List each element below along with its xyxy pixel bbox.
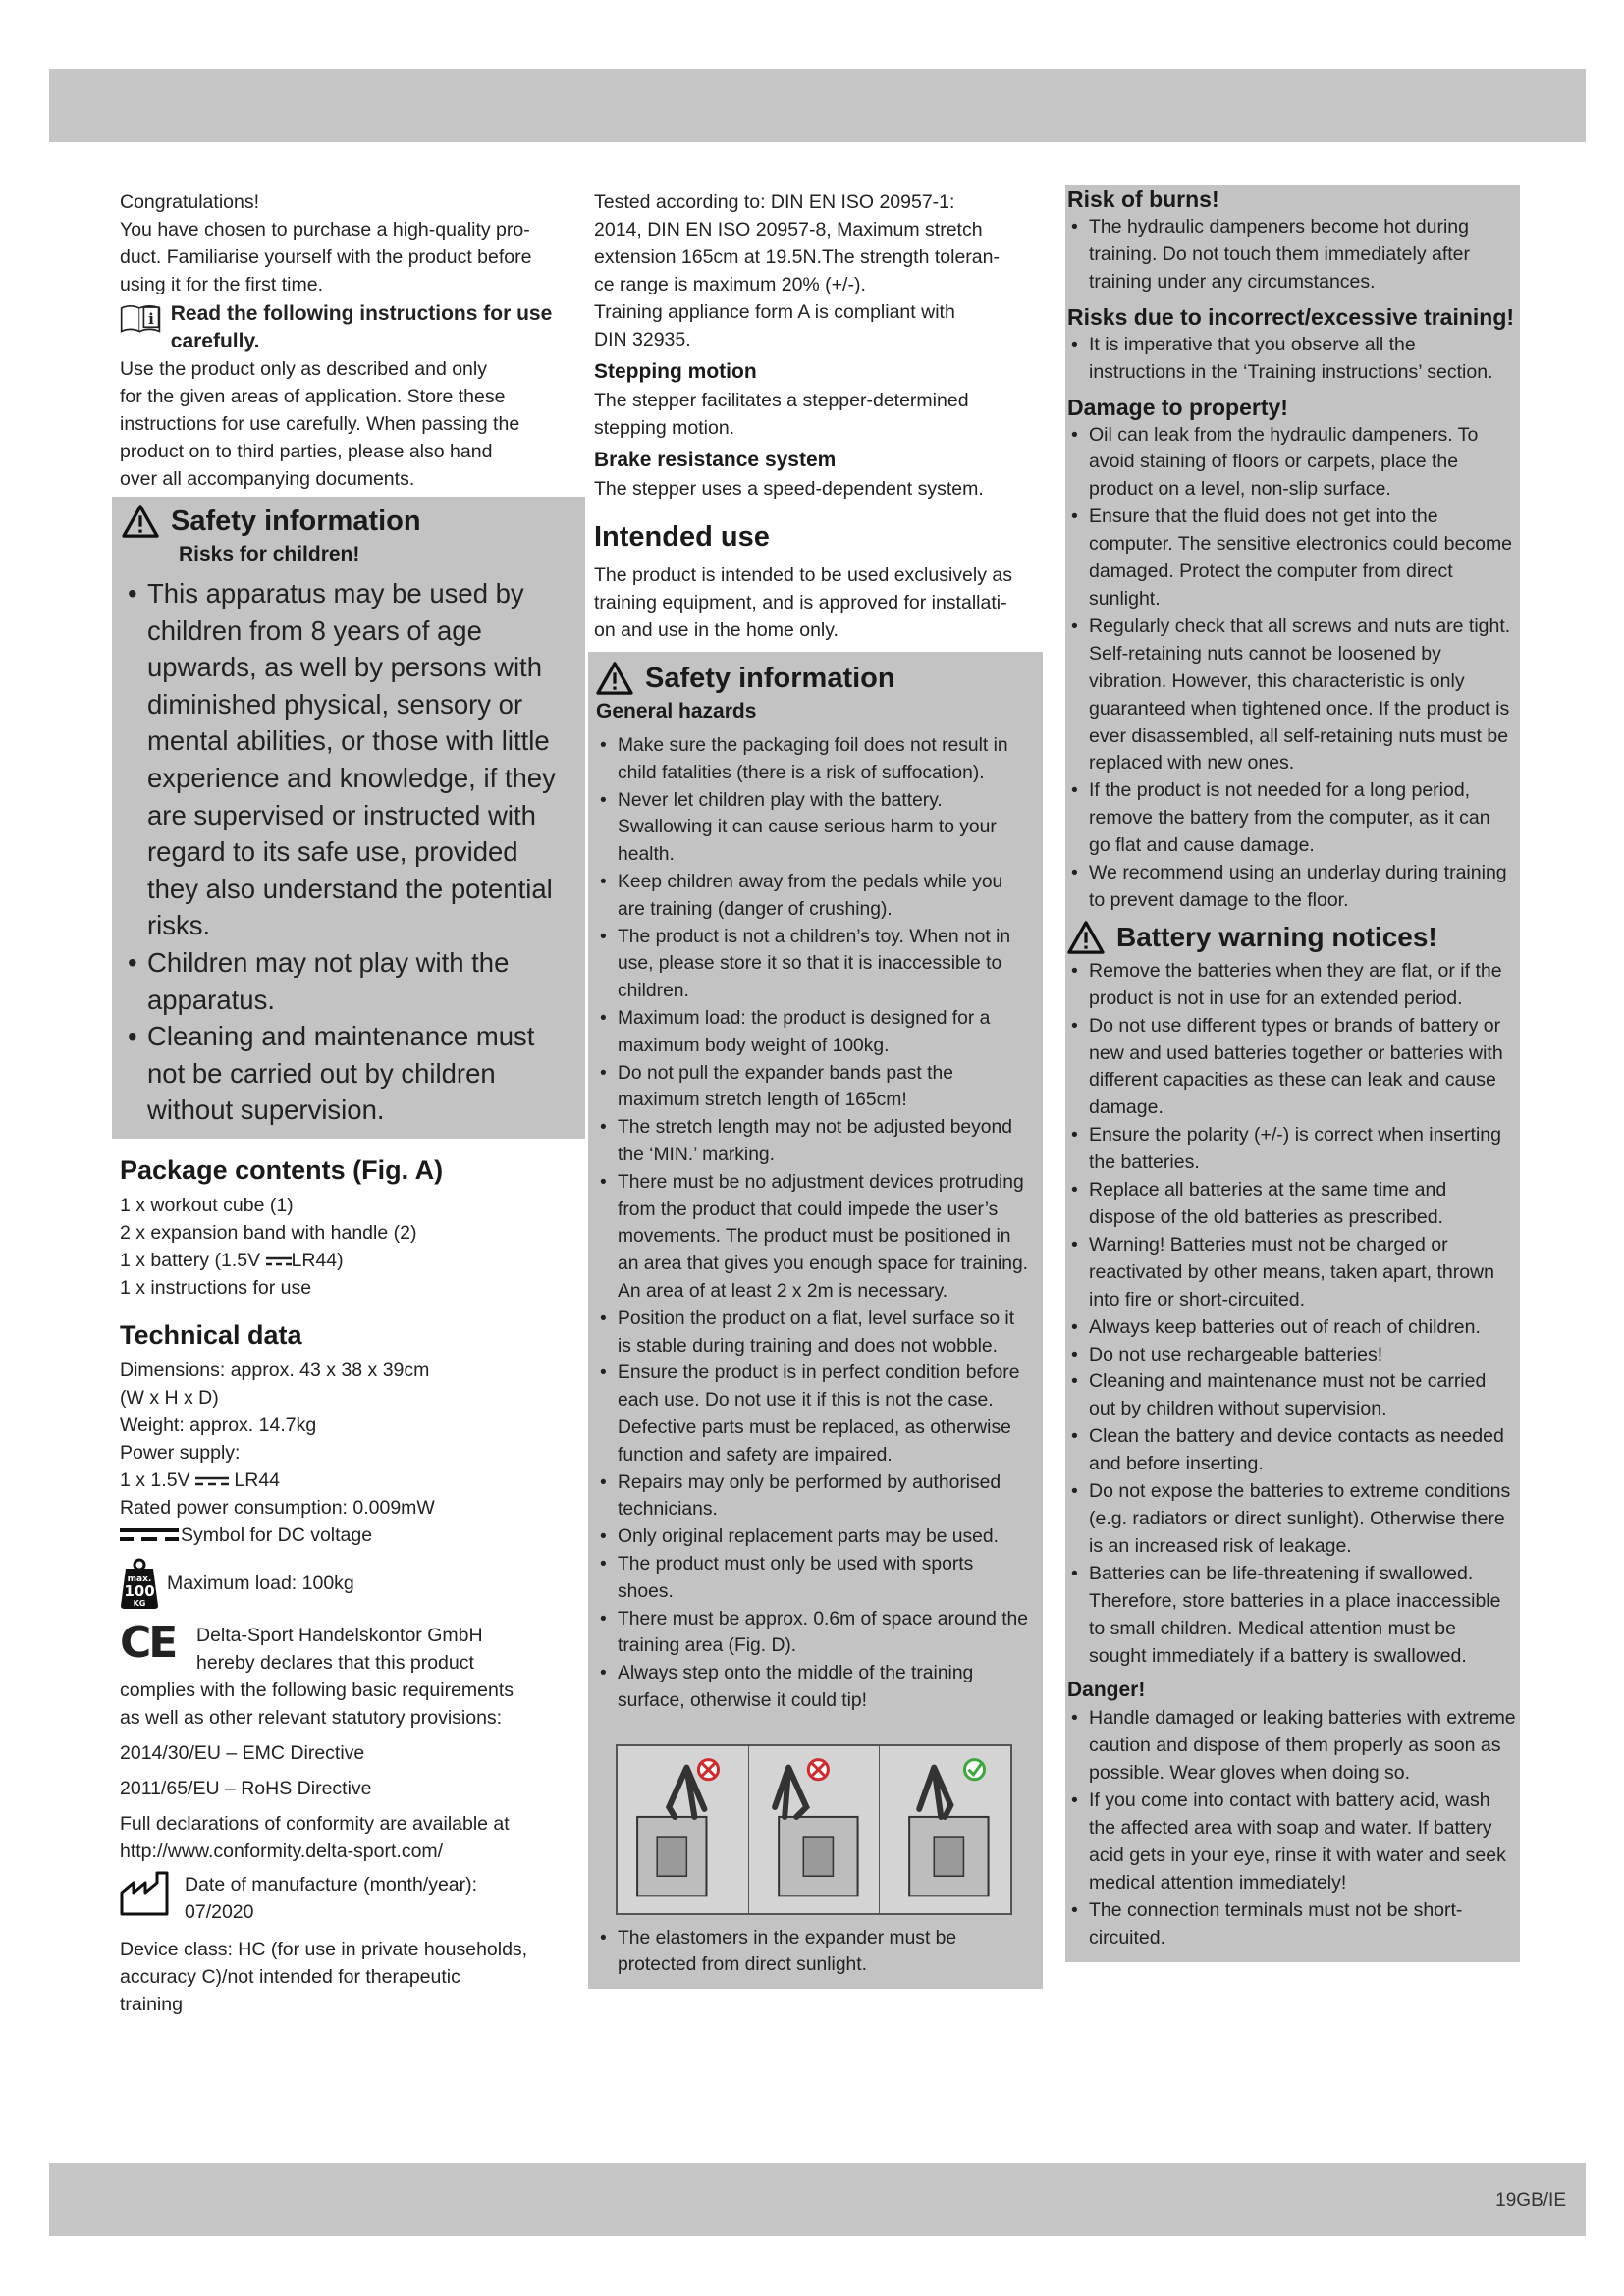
ce-mark-icon: CE bbox=[120, 1617, 176, 1668]
safety-heading bbox=[596, 660, 1033, 697]
usage-line: product on to third parties, please also hand bbox=[120, 441, 493, 462]
figure-panel-wrong bbox=[749, 1746, 881, 1913]
list-item: • Always step onto the middle of the training surface, otherwise it could tip! bbox=[596, 1660, 1033, 1715]
book-info-icon bbox=[120, 300, 163, 336]
list-item: • Do not use different types or brands of battery or new and used batteries together or batteries with different capacities as these can leak and cause damage. bbox=[1067, 1013, 1516, 1123]
list-item: • Warning! Batteries must not be charged or reactivated by other means, taken apart, thrown into fire or short-circuited. bbox=[1067, 1232, 1516, 1314]
max-load-row bbox=[120, 1557, 571, 1610]
list-item: • Cleaning and maintenance must not be carried out by children without supervision. bbox=[1067, 1368, 1516, 1423]
stepper-edge-illustration bbox=[749, 1746, 880, 1913]
intro-line: You have chosen to purchase a high-quality pro- bbox=[120, 219, 530, 240]
conformity-line: Full declarations of conformity are available at bbox=[120, 1812, 510, 1835]
list-item: • Only original replacement parts may be used. bbox=[596, 1523, 1033, 1551]
svg-text:100: 100 bbox=[124, 1581, 155, 1600]
package-title: Package contents (Fig. A) bbox=[120, 1154, 444, 1185]
svg-text:KG: KG bbox=[133, 1598, 146, 1608]
ce-line: as well as other relevant statutory provisions: bbox=[120, 1706, 503, 1729]
list-item: • Replace all batteries at the same time and dispose of the old batteries as prescribed. bbox=[1067, 1177, 1516, 1232]
ce-line: hereby declares that this product bbox=[196, 1651, 474, 1674]
stepping-line: stepping motion. bbox=[594, 417, 735, 439]
usage-line: for the given areas of application. Store these bbox=[120, 386, 506, 407]
safety-title: Safety information bbox=[645, 663, 895, 694]
list-item: • Ensure the product is in perfect condition before each use. Do not use it if this is not the case. Defective parts must be replaced, as otherwise function and safety are impaired. bbox=[596, 1360, 1033, 1468]
intended-title: Intended use bbox=[594, 521, 770, 553]
incorrect-list bbox=[1067, 332, 1516, 387]
manufacture-label: Date of manufacture (month/year): bbox=[185, 1873, 478, 1896]
directive-line: 2014/30/EU – EMC Directive bbox=[120, 1741, 365, 1764]
manufacture-date: 07/2020 bbox=[185, 1900, 254, 1923]
tested-line: Tested according to: DIN EN ISO 20957-1: bbox=[594, 191, 955, 213]
list-item: • Handle damaged or leaking batteries with extreme caution and dispose of them properly as soon as possible. Wear gloves when doing so. bbox=[1067, 1705, 1516, 1788]
danger-title: Danger! bbox=[1067, 1679, 1146, 1702]
ce-line: Delta-Sport Handelskontor GmbH bbox=[196, 1624, 483, 1646]
page-number: 19GB/IE bbox=[1495, 2190, 1566, 2211]
step-usage-figure bbox=[616, 1744, 1012, 1915]
warning-triangle-icon bbox=[596, 662, 633, 695]
safety-list bbox=[122, 575, 573, 1129]
figure-panel-wrong bbox=[618, 1746, 749, 1913]
device-class-line: accuracy C)/not intended for therapeutic bbox=[120, 1965, 460, 1988]
warnings-box bbox=[1065, 185, 1520, 1962]
manufacture-row bbox=[120, 1871, 571, 1926]
dc-symbol-row bbox=[120, 1522, 571, 1549]
list-item: • Do not expose the batteries to extreme conditions (e.g. radiators or direct sunlight). Otherwise there is an increased risk of leakage. bbox=[1067, 1478, 1516, 1561]
list-item: • Oil can leak from the hydraulic dampeners. To avoid staining of floors or carpets, place the product on a level, non-slip surface. bbox=[1067, 422, 1516, 505]
weight-max-icon bbox=[120, 1557, 159, 1610]
stepper-center-illustration bbox=[880, 1746, 1010, 1913]
stepper-edge-illustration bbox=[618, 1746, 748, 1913]
ce-line: complies with the following basic requirements bbox=[120, 1679, 514, 1701]
dc-voltage-icon bbox=[266, 1255, 292, 1268]
list-item: • Ensure that the fluid does not get into the computer. The sensitive electronics could become damaged. Protect the computer from direct sunlight. bbox=[1067, 504, 1516, 614]
list-item: • Batteries can be life-threatening if swallowed. Therefore, store batteries in a place inaccessible to small children. Medical attention must be sought immediately if a battery is swallowed. bbox=[1067, 1561, 1516, 1671]
property-title: Damage to property! bbox=[1067, 394, 1288, 420]
list-item: • Clean the battery and device contacts as needed and before inserting. bbox=[1067, 1423, 1516, 1478]
tech-line: (W x H x D) bbox=[120, 1386, 219, 1409]
column-1 bbox=[120, 188, 571, 2018]
list-item: • It is imperative that you observe all the instructions in the ‘Training instructions’ section. bbox=[1067, 332, 1516, 387]
burns-title: Risk of burns! bbox=[1067, 187, 1219, 212]
tested-line: DIN 32935. bbox=[594, 329, 691, 350]
list-item: • Repairs may only be performed by authorised technicians. bbox=[596, 1469, 1033, 1524]
svg-text:i: i bbox=[148, 309, 154, 328]
directive-line: 2011/65/EU – RoHS Directive bbox=[120, 1777, 372, 1799]
dc-voltage-icon bbox=[195, 1474, 229, 1488]
list-item: • Children may not play with the apparatus. bbox=[122, 944, 573, 1018]
list-item: • Make sure the packaging foil does not result in child fatalities (there is a risk of suffocation). bbox=[596, 732, 1033, 787]
dc-voltage-icon bbox=[120, 1526, 179, 1544]
read-instructions-note bbox=[120, 300, 571, 355]
package-line: 2 x expansion band with handle (2) bbox=[120, 1221, 417, 1244]
list-item: • The hydraulic dampeners become hot during training. Do not touch them immediately after training under any circumstances. bbox=[1067, 214, 1516, 296]
list-item: • There must be no adjustment devices protruding from the product that could impede the user’s movements. The product must be positioned in an area that gives you enough space for training. An area of at least 2 x 2m is necessary. bbox=[596, 1169, 1033, 1306]
list-item: • Position the product on a flat, level surface so it is stable during training and does not wobble. bbox=[596, 1306, 1033, 1361]
battery-list bbox=[1067, 958, 1516, 1671]
list-item: • Ensure the polarity (+/-) is correct when inserting the batteries. bbox=[1067, 1122, 1516, 1177]
svg-text:max.: max. bbox=[127, 1574, 152, 1584]
battery-heading bbox=[1067, 921, 1516, 954]
list-item: • Remove the batteries when they are flat, or if the product is not in use for an extended period. bbox=[1067, 958, 1516, 1013]
dc-symbol-text: Symbol for DC voltage bbox=[181, 1523, 373, 1546]
list-item: • There must be approx. 0.6m of space around the training area (Fig. D). bbox=[596, 1606, 1033, 1661]
intended-line: training equipment, and is approved for installati- bbox=[594, 592, 1007, 614]
list-item: • The product must only be used with sports shoes. bbox=[596, 1551, 1033, 1606]
intro-line: duct. Familiarise yourself with the product before bbox=[120, 246, 532, 268]
list-item: • Regularly check that all screws and nuts are tight. Self-retaining nuts cannot be loosened by vibration. However, this characteristic is only guaranteed when tightened once. If the product is ever disassembled, all self-retaining nuts must be replaced with new ones. bbox=[1067, 614, 1516, 777]
property-list bbox=[1067, 422, 1516, 915]
package-line: 1 x instructions for use bbox=[120, 1276, 312, 1299]
danger-list bbox=[1067, 1705, 1516, 1951]
usage-line: instructions for use carefully. When passing the bbox=[120, 413, 520, 435]
package-line: 1 x battery (1.5V LR44) bbox=[120, 1249, 344, 1271]
list-item: • This apparatus may be used by children from 8 years of age upwards, as well by persons with diminished physical, sensory or mental abilities, or those with little experience and knowledge, if they are supervised or instructed with regard to its safe use, provided they also understand the potential risks. bbox=[122, 575, 573, 944]
safety-subtitle: Risks for children! bbox=[179, 543, 360, 565]
device-class-line: training bbox=[120, 1993, 183, 2015]
stepping-title: Stepping motion bbox=[594, 360, 757, 383]
read-note-text: Read the following instructions for use carefully. bbox=[170, 302, 553, 352]
list-item: • If the product is not needed for a long period, remove the battery from the computer, as it can go flat and cause damage. bbox=[1067, 777, 1516, 860]
technical-title: Technical data bbox=[120, 1319, 302, 1350]
tech-line: Rated power consumption: 0.009mW bbox=[120, 1496, 435, 1519]
tech-line: Power supply: bbox=[120, 1441, 241, 1464]
list-item: • The elastomers in the expander must be protected from direct sunlight. bbox=[596, 1925, 1033, 1980]
tested-line: ce range is maximum 20% (+/-). bbox=[594, 274, 866, 295]
list-item: • Never let children play with the battery. Swallowing it can cause serious harm to your health. bbox=[596, 787, 1033, 869]
tested-line: Training appliance form A is compliant with bbox=[594, 301, 955, 323]
intended-line: The product is intended to be used exclusively as bbox=[594, 564, 1013, 586]
usage-line: Use the product only as described and only bbox=[120, 358, 487, 380]
tech-line: Weight: approx. 14.7kg bbox=[120, 1414, 317, 1436]
list-item: • Keep children away from the pedals while you are training (danger of crushing). bbox=[596, 869, 1033, 924]
device-class-line: Device class: HC (for use in private households, bbox=[120, 1938, 528, 1960]
intro-line: Congratulations! bbox=[120, 191, 260, 213]
list-item: • If you come into contact with battery acid, wash the affected area with soap and water. If battery acid gets in your eye, rinse it with water and seek medical attention immediately! bbox=[1067, 1788, 1516, 1897]
safety-box-general bbox=[588, 652, 1043, 1989]
list-item: • We recommend using an underlay during training to prevent damage to the floor. bbox=[1067, 860, 1516, 915]
list-item: • Do not pull the expander bands past the maximum stretch length of 165cm! bbox=[596, 1060, 1033, 1115]
warning-triangle-icon bbox=[1067, 921, 1105, 954]
column-2 bbox=[594, 188, 1041, 1989]
tech-line: 1 x 1.5V LR44 bbox=[120, 1468, 281, 1491]
safety-list bbox=[596, 732, 1033, 1715]
list-item: • Always keep batteries out of reach of children. bbox=[1067, 1314, 1516, 1342]
list-item: • Do not use rechargeable batteries! bbox=[1067, 1342, 1516, 1369]
header-band bbox=[49, 69, 1586, 142]
safety-list-after-figure bbox=[596, 1925, 1033, 1980]
usage-line: over all accompanying documents. bbox=[120, 468, 415, 490]
column-3 bbox=[1065, 185, 1520, 1962]
max-load-text: Maximum load: 100kg bbox=[167, 1572, 354, 1594]
factory-icon bbox=[120, 1871, 177, 1916]
list-item: • Cleaning and maintenance must not be carried out by children without supervision. bbox=[122, 1018, 573, 1129]
safety-heading bbox=[122, 503, 573, 540]
list-item: • The stretch length may not be adjusted beyond the ‘MIN.’ marking. bbox=[596, 1114, 1033, 1169]
brake-line: The stepper uses a speed-dependent system. bbox=[594, 478, 984, 500]
package-line: 1 x workout cube (1) bbox=[120, 1194, 294, 1216]
warning-triangle-icon bbox=[122, 505, 159, 538]
figure-panel-correct bbox=[880, 1746, 1010, 1913]
list-item: • Maximum load: the product is designed for a maximum body weight of 100kg. bbox=[596, 1005, 1033, 1060]
tested-line: 2014, DIN EN ISO 20957-8, Maximum stretch bbox=[594, 219, 983, 240]
ce-declaration bbox=[120, 1617, 571, 1732]
brake-title: Brake resistance system bbox=[594, 449, 837, 471]
safety-title: Safety information bbox=[171, 506, 421, 537]
list-item: • The product is not a children’s toy. When not in use, please store it so that it is inaccessible to children. bbox=[596, 924, 1033, 1005]
safety-subtitle: General hazards bbox=[596, 700, 757, 722]
incorrect-title: Risks due to incorrect/excessive training! bbox=[1067, 303, 1515, 330]
intended-line: on and use in the home only. bbox=[594, 619, 839, 641]
tested-line: extension 165cm at 19.5N.The strength toleran- bbox=[594, 246, 1000, 268]
burns-list bbox=[1067, 214, 1516, 296]
tech-line: Dimensions: approx. 43 x 38 x 39cm bbox=[120, 1359, 430, 1381]
intro-line: using it for the first time. bbox=[120, 274, 323, 295]
list-item: • The connection terminals must not be short-circuited. bbox=[1067, 1897, 1516, 1952]
stepping-line: The stepper facilitates a stepper-determined bbox=[594, 390, 969, 411]
conformity-url[interactable]: http://www.conformity.delta-sport.com/ bbox=[120, 1840, 444, 1862]
footer-band bbox=[49, 2163, 1586, 2236]
battery-title: Battery warning notices! bbox=[1116, 921, 1437, 952]
safety-box-children bbox=[112, 497, 585, 1139]
